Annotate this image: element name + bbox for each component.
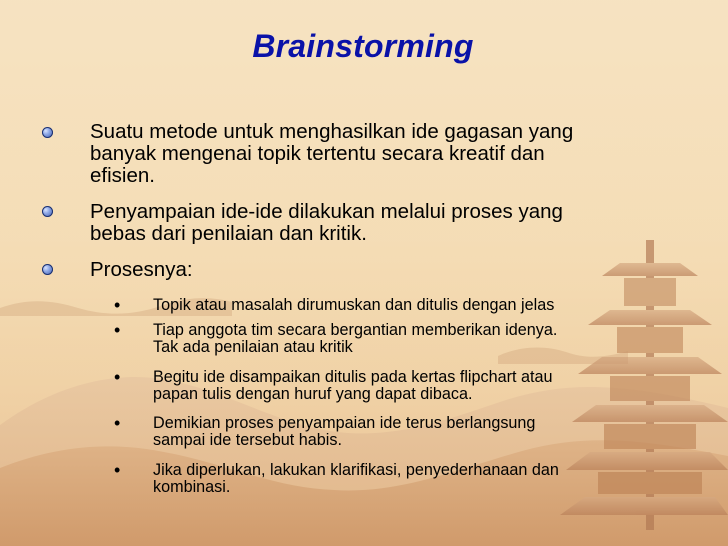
main-bullet-3 (90, 259, 700, 281)
sub-bullet-5-line-1: Jika diperlukan, lakukan klarifikasi, penyederhanaan dan (153, 461, 559, 479)
sub-bullet-4-line-1: Demikian proses penyampaian ide terus berlangsung (153, 414, 536, 432)
sub-bullet-dot-4: • (114, 413, 121, 433)
sub-bullet-2-line-1: Tiap anggota tim secara bergantian memberikan idenya. (153, 321, 558, 339)
sub-bullet-1-line-1: Topik atau masalah dirumuskan dan ditulis dengan jelas (153, 296, 555, 314)
sub-bullet-dot-5: • (114, 460, 121, 480)
sub-bullet-2 (153, 322, 693, 356)
bullet-icon (42, 127, 53, 138)
sub-bullet-5-line-2: kombinasi. (153, 478, 231, 496)
sub-bullet-4-line-2: sampai ide tersebut habis. (153, 431, 342, 449)
sub-bullet-1 (153, 297, 693, 314)
sub-bullet-3-line-2: papan tulis dengan huruf yang dapat dibaca. (153, 385, 473, 403)
sub-bullet-dot-2: • (114, 320, 121, 340)
main-bullet-1-line-1: Suatu metode untuk menghasilkan ide gagasan yang (90, 120, 574, 143)
main-bullet-1 (90, 121, 700, 187)
sub-bullet-4 (153, 415, 693, 449)
main-bullet-2 (90, 201, 700, 245)
sub-bullet-5 (153, 462, 693, 496)
sub-bullet-dot-1: • (114, 295, 121, 315)
sub-bullet-3 (153, 369, 693, 403)
main-bullet-1-line-3: efisien. (90, 164, 155, 187)
main-bullet-2-line-1: Penyampaian ide-ide dilakukan melalui proses yang (90, 200, 563, 223)
bullet-icon (42, 264, 53, 275)
sub-bullet-3-line-1: Begitu ide disampaikan ditulis pada kertas flipchart atau (153, 368, 553, 386)
main-bullet-2-line-2: bebas dari penilaian dan kritik. (90, 222, 367, 245)
main-bullet-3-line-1: Prosesnya: (90, 258, 193, 281)
main-bullet-1-line-2: banyak mengenai topik tertentu secara kreatif dan (90, 142, 545, 165)
sub-bullet-2-line-2: Tak ada penilaian atau kritik (153, 338, 353, 356)
sub-bullet-dot-3: • (114, 367, 121, 387)
bullet-icon (42, 206, 53, 217)
slide-title: Brainstorming (252, 28, 474, 64)
